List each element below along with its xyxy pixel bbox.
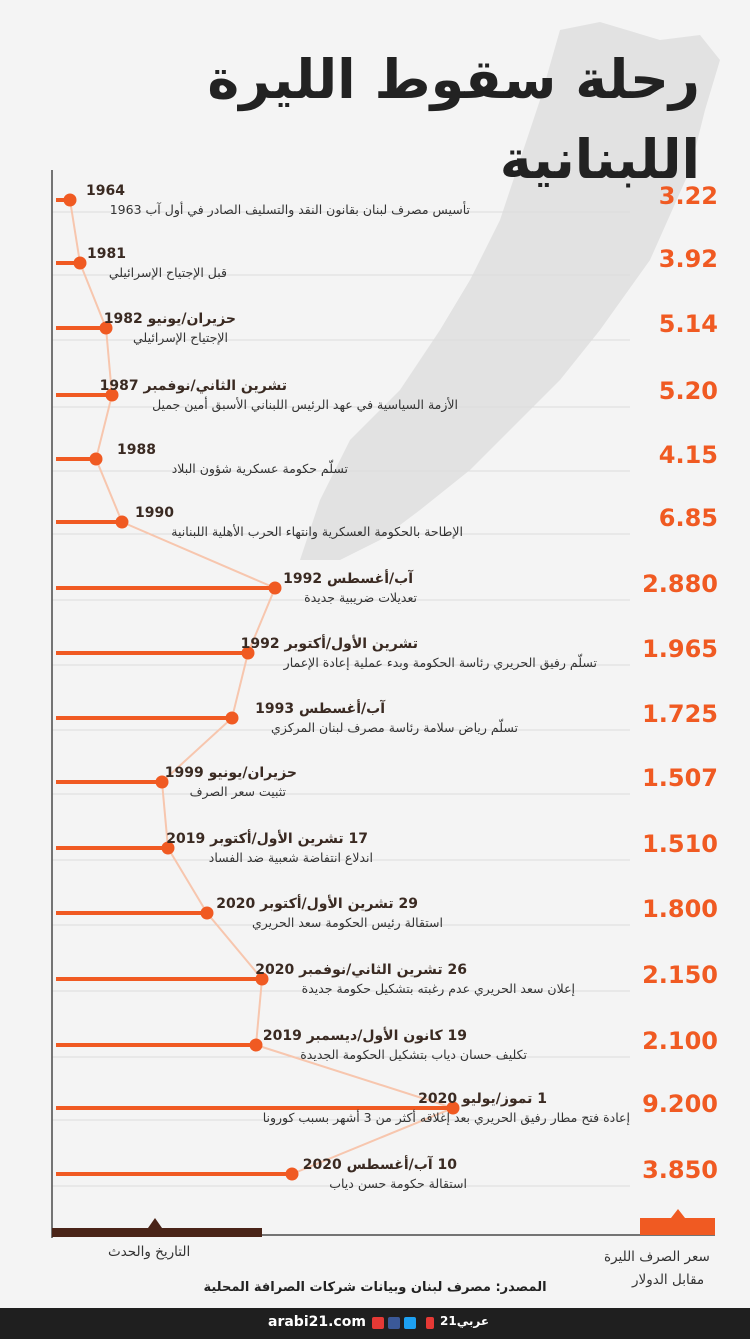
facebook-icon[interactable] [388, 1317, 400, 1329]
event-date: 1990 [135, 505, 174, 521]
exchange-rate-value: 3.850 [642, 1156, 718, 1184]
brand-name: عربي21 [440, 1314, 490, 1328]
event-date: آب/أغسطس 1992 [283, 571, 413, 587]
rate-legend-marker [671, 1209, 685, 1218]
event-description: الإطاحة بالحكومة العسكرية وانتهاء الحرب الأهلية اللبنانية [171, 524, 463, 539]
event-description: إعادة فتح مطار رفيق الحريري بعد إغلاقه أكثر من 3 أشهر بسبب كورونا [262, 1110, 630, 1125]
exchange-rate-value: 1.965 [642, 635, 718, 663]
exchange-rate-value: 4.15 [658, 441, 718, 469]
event-date: 26 تشرين الثاني/نوفمبر 2020 [255, 962, 467, 978]
event-date: 17 تشرين الأول/أكتوبر 2019 [166, 831, 368, 847]
exchange-rate-value: 3.22 [658, 182, 718, 210]
footer-bar [0, 1308, 750, 1339]
event-date: حزيران/يونيو 1982 [103, 311, 236, 327]
event-description: تعديلات ضريبية جديدة [304, 590, 417, 605]
event-description: تسلّم رفيق الحريري رئاسة الحكومة وبدء عملية إعادة الإعمار [283, 655, 597, 670]
date-legend-marker [148, 1218, 162, 1228]
event-date: 1964 [86, 183, 125, 199]
event-dot [226, 712, 239, 725]
event-date: 1981 [87, 246, 126, 262]
exchange-rate-value: 2.150 [642, 961, 718, 989]
exchange-rate-value: 5.20 [658, 377, 718, 405]
event-dot [269, 582, 282, 595]
event-description: تأسيس مصرف لبنان بقانون النقد والتسليف الصادر في أول آب 1963 [109, 202, 470, 217]
page-title: رحلة سقوط الليرة اللبنانية [207, 48, 700, 191]
event-description: اندلاع انتفاضة شعبية ضد الفساد [208, 850, 373, 865]
exchange-rate-value: 2.100 [642, 1027, 718, 1055]
rate-legend-bar [640, 1218, 715, 1235]
event-dot [64, 194, 77, 207]
event-date: تشرين الثاني/نوفمبر 1987 [99, 378, 287, 394]
event-date: حزيران/يونيو 1999 [164, 765, 297, 781]
event-date: 19 كانون الأول/ديسمبر 2019 [262, 1028, 467, 1044]
event-description: إعلان سعد الحريري عدم رغبته بتشكيل حكومة جديدة [301, 981, 575, 996]
event-date: آب/أغسطس 1993 [255, 701, 385, 717]
event-date: 1988 [117, 442, 156, 458]
event-description: الإجتياح الإسرائيلي [133, 330, 228, 345]
exchange-rate-value: 1.725 [642, 700, 718, 728]
exchange-rate-value: 5.14 [658, 310, 718, 338]
event-description: تكليف حسان دياب بتشكيل الحكومة الجديدة [300, 1047, 527, 1062]
source-note: المصدر: مصرف لبنان وبيانات شركات الصرافة المحلية [203, 1280, 547, 1295]
event-description: استقالة حكومة حسن دياب [329, 1176, 467, 1191]
event-dot [250, 1039, 263, 1052]
exchange-rate-value: 6.85 [658, 504, 718, 532]
exchange-rate-value: 9.200 [642, 1090, 718, 1118]
event-description: تسلّم رياض سلامة رئاسة مصرف لبنان المركزي [271, 720, 518, 735]
event-date: 1 تموز/يوليو 2020 [418, 1091, 547, 1107]
event-dot [286, 1168, 299, 1181]
exchange-rate-value: 1.800 [642, 895, 718, 923]
youtube-icon[interactable] [372, 1317, 384, 1329]
event-date: تشرين الأول/أكتوبر 1992 [240, 636, 418, 652]
footer-right-label-line1: سعر الصرف الليرة [604, 1249, 710, 1265]
exchange-rate-value: 1.507 [642, 764, 718, 792]
event-description: تسلّم حكومة عسكرية شؤون البلاد [171, 461, 348, 476]
site-link[interactable]: arabi21.com [268, 1314, 366, 1330]
event-dot [74, 257, 87, 270]
exchange-rate-value: 1.510 [642, 830, 718, 858]
exchange-rate-value: 2.880 [642, 570, 718, 598]
event-dot [201, 907, 214, 920]
footer-left-label: التاريخ والحدث [108, 1244, 191, 1260]
footer-right-label-line2: مقابل الدولار [632, 1272, 705, 1288]
event-description: الأزمة السياسية في عهد الرئيس اللبناني الأسبق أمين جميل [152, 397, 458, 412]
event-date: 10 آب/أغسطس 2020 [302, 1157, 457, 1173]
brand-logo-icon [426, 1317, 434, 1329]
event-description: استقالة رئيس الحكومة سعد الحريري [251, 915, 443, 930]
exchange-rate-value: 3.92 [658, 245, 718, 273]
event-dot [116, 516, 129, 529]
event-description: قبل الإجتياح الإسرائيلي [108, 265, 227, 280]
twitter-icon[interactable] [404, 1317, 416, 1329]
event-description: تثبيت سعر الصرف [189, 784, 286, 799]
event-date: 29 تشرين الأول/أكتوبر 2020 [216, 896, 418, 912]
date-legend-bar [52, 1228, 262, 1237]
event-dot [90, 453, 103, 466]
